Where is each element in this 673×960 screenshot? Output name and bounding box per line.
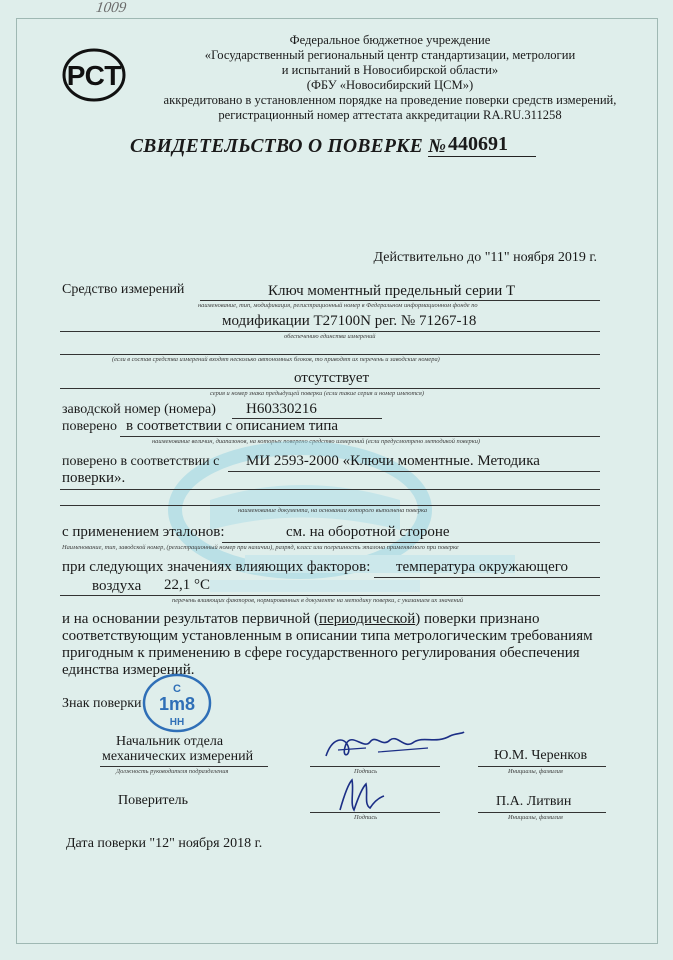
factors-label: при следующих значениях влияющих факторов: (62, 559, 371, 575)
factors-value-line2: воздуха (92, 578, 142, 594)
verification-date: Дата поверки "12" ноября 2018 г. (66, 836, 263, 851)
method-note: наименование документа, на основании которого выполнена поверка (238, 507, 428, 514)
modification-note: обеспечению единства измерений (284, 333, 376, 340)
standards-line (222, 542, 600, 543)
svg-text:1m8: 1m8 (158, 694, 196, 714)
standards-value: см. на оборотной стороне (286, 524, 450, 540)
rst-logo (60, 48, 136, 102)
method-line-1 (228, 471, 600, 472)
verified-scope: в соответствии с описанием типа (126, 418, 339, 434)
serial-value: Н60330216 (246, 401, 317, 417)
previous-mark-line (60, 388, 600, 389)
svg-text:РСТ: РСТ (66, 60, 122, 91)
head-sign-line (310, 766, 440, 767)
certificate-title: СВИДЕТЕЛЬСТВО О ПОВЕРКЕ № (130, 136, 447, 157)
verifier-name: П.А. Литвин (496, 794, 572, 809)
header-line-2: «Государственный региональный центр стандартизации, метрологии (204, 48, 576, 62)
periodic-underlined: периодической (319, 611, 416, 627)
verifier-signature (330, 776, 390, 816)
head-title-note: Должность руководителя подразделения (116, 768, 229, 775)
serial-label: заводской номер (номера) (62, 402, 216, 417)
factors-value-line1: температура окружающего (396, 559, 569, 575)
factors-temperature: 22,1 °С (164, 577, 211, 593)
header-line-1: Федеральное бюджетное учреждение (289, 33, 491, 47)
head-title-line2: механических измерений (102, 749, 254, 764)
standards-label: с применением эталонов: (62, 524, 225, 540)
conclusion-line-2: соответствующим установленным в описании типа метрологическим требованиям (62, 628, 593, 644)
previous-mark-value: отсутствует (294, 370, 370, 386)
conclusion-line-3: пригодным к применению в сфере государственного регулирования обеспечения (62, 645, 580, 661)
header-line-3: и испытаний в Новосибирской области» (281, 63, 499, 77)
instrument-name-note: наименование, тип, модификация, регистрационный номер в Федеральном информационном фонде по (198, 302, 478, 309)
valid-until: Действительно до "11" ноября 2019 г. (373, 250, 597, 265)
method-value-line1: МИ 2593-2000 «Ключи моментные. Методика (246, 453, 540, 469)
verifier-name-note: Инициалы, фамилия (508, 814, 563, 821)
mark-label: Знак поверки (62, 696, 142, 711)
method-value-line2: поверки». (62, 470, 126, 486)
instrument-name: Ключ моментный предельный серии Т (268, 283, 516, 299)
components-line (60, 354, 600, 355)
verified-note: наименование величин, диапазонов, на которых поверено средство измерений (если предусмотрено методикой поверки) (152, 438, 481, 445)
previous-mark-note: серия и номер знака предыдущей поверки (если такие серия и номер имеются) (210, 390, 424, 397)
head-name-line (478, 766, 606, 767)
method-label: поверено в соответствии с (62, 454, 220, 469)
factors-note: перечень влияющих факторов, нормированных в документе на методику поверки, с указанием их значений (172, 597, 464, 604)
verifier-title: Поверитель (118, 793, 189, 808)
verifier-sign-line (310, 812, 440, 813)
verifier-name-line (478, 812, 606, 813)
certificate-number: 440691 (428, 133, 536, 157)
conclusion-line-4: единства измерений. (62, 662, 195, 678)
factors-line-2 (60, 595, 600, 596)
svg-text:НН: НН (169, 717, 185, 728)
head-name-note: Инициалы, фамилия (508, 768, 563, 775)
components-note: (если в состав средства измерений входят несколько автономных блоков, то приводят их перечень и заводские номера) (112, 356, 440, 363)
head-signature (318, 728, 468, 768)
head-title-line (100, 766, 268, 767)
header-line-6: регистрационный номер аттестата аккредитации RA.RU.311258 (218, 108, 562, 122)
standards-note: Наименование, тип, заводской номер, (регистрационный номер при наличии), разряд, класс или погрешность эталона применяемого при поверке (62, 544, 459, 551)
method-line-3 (60, 505, 600, 506)
instrument-modification: модификации Т27100N рег. № 71267-18 (222, 313, 477, 329)
verified-label: поверено (62, 419, 117, 434)
head-title-line1: Начальник отдела (116, 734, 224, 749)
method-line-2 (60, 489, 600, 490)
instrument-name-line (200, 300, 600, 301)
verification-seal (141, 672, 213, 734)
modification-line (60, 331, 600, 332)
factors-line-1 (374, 577, 600, 578)
handwritten-number: 1009 (94, 0, 128, 16)
head-sign-note: Подпись (354, 768, 378, 775)
instrument-label: Средство измерений (62, 282, 185, 297)
head-name: Ю.М. Черенков (494, 748, 588, 763)
conclusion-line-1: и на основании результатов первичной (периодической) поверки признано (62, 611, 540, 627)
header-line-4: (ФБУ «Новосибирский ЦСМ») (306, 78, 474, 92)
svg-text:С: С (173, 683, 181, 695)
header-line-5: аккредитовано в установленном порядке на проведение поверки средств измерений, (163, 93, 617, 107)
verifier-sign-note: Подпись (354, 814, 378, 821)
